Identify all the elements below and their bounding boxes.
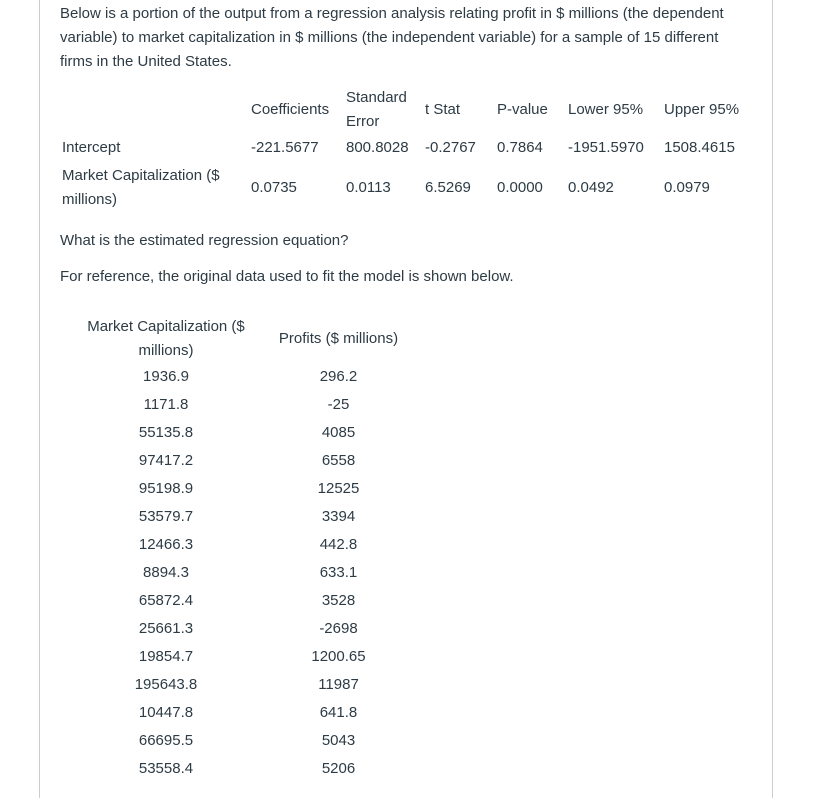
market-cap-cell: 66695.5 [138,732,194,749]
header-p-value: P-value [497,101,548,118]
market-cap-cell: 97417.2 [138,452,194,469]
data-row [76,699,421,727]
standard-error-value: 800.8028 [346,139,409,156]
profits-cell: 3394 [321,508,356,525]
market-cap-cell: 65872.4 [138,592,194,609]
profits-cell: 3528 [321,592,356,609]
profits-cell: 5206 [321,760,356,777]
market-cap-cell: 53558.4 [138,760,194,777]
reference-text: For reference, the original data used to fit the model is shown below. [60,268,514,285]
market-cap-cell: 25661.3 [138,620,194,637]
market-cap-cell: 55135.8 [138,424,194,441]
row-label: Market Capitalization ($ millions) [62,167,220,208]
market-cap-cell: 95198.9 [138,480,194,497]
data-row [76,447,421,475]
intro-text: Below is a portion of the output from a regression analysis relating profit in $ millions (the dependent variable) to market capitalization in $ millions (the independent variable) for a sample of 15 different firms in the United States. [60,5,724,70]
data-row [76,755,421,783]
upper-95-value: 1508.4615 [664,139,735,156]
profits-cell: 11987 [318,676,359,693]
market-cap-cell: 1171.8 [143,396,189,413]
coefficient-value: -221.5677 [251,139,319,156]
lower-95-value: 0.0492 [568,179,614,196]
data-row [76,419,421,447]
profits-cell: 633.1 [319,564,358,581]
profits-cell: 641.8 [319,704,358,721]
header-standard-error: Standard Error [346,89,407,130]
market-cap-cell: 19854.7 [138,648,194,665]
profits-cell: 12525 [317,480,360,497]
data-row [76,727,421,755]
data-row [76,503,421,531]
p-value-value: 0.7864 [497,139,543,156]
market-cap-cell: 1936.9 [143,368,189,385]
header-t-stat: t Stat [425,101,461,118]
row-label: Intercept [62,139,121,156]
header-lower-95: Lower 95% [568,101,644,118]
t-stat-value: 6.5269 [425,179,471,196]
p-value-value: 0.0000 [497,179,543,196]
coefficient-value: 0.0735 [251,179,297,196]
profits-cell: 4085 [321,424,356,441]
market-cap-cell: 53579.7 [138,508,194,525]
market-cap-cell: 10447.8 [138,704,194,721]
data-row [76,615,421,643]
data-row [76,363,421,391]
data-row [76,671,421,699]
t-stat-value: -0.2767 [425,139,476,156]
market-cap-cell: 12466.3 [138,536,194,553]
data-row [76,475,421,503]
standard-error-value: 0.0113 [346,179,391,196]
header-blank [58,86,247,134]
data-row [76,587,421,615]
upper-95-value: 0.0979 [664,179,710,196]
profits-cell: 442.8 [319,536,358,553]
header-coefficients: Coefficients [251,101,330,118]
lower-95-value: -1951.5970 [568,139,644,156]
profits-cell: -25 [327,396,350,413]
regression-header-row [58,86,754,134]
profits-cell: 1200.65 [311,648,366,665]
profits-cell: -2698 [319,620,358,637]
regression-row-market-cap [58,162,754,214]
data-row [76,643,421,671]
data-row [76,391,421,419]
header-upper-95: Upper 95% [664,101,740,118]
data-header-row [76,315,421,363]
profits-cell: 296.2 [319,368,358,385]
data-row [76,531,421,559]
profits-cell: 6558 [321,452,356,469]
original-data-table [76,315,421,783]
header-market-cap: Market Capitalization ($ millions) [87,318,245,359]
question-text: What is the estimated regression equation? [60,232,349,249]
regression-row-intercept [58,134,754,162]
profits-cell: 5043 [321,732,356,749]
regression-output-table [58,86,754,214]
market-cap-cell: 195643.8 [134,676,198,693]
market-cap-cell: 8894.3 [143,564,189,581]
data-row [76,559,421,587]
header-profits: Profits ($ millions) [278,330,399,347]
